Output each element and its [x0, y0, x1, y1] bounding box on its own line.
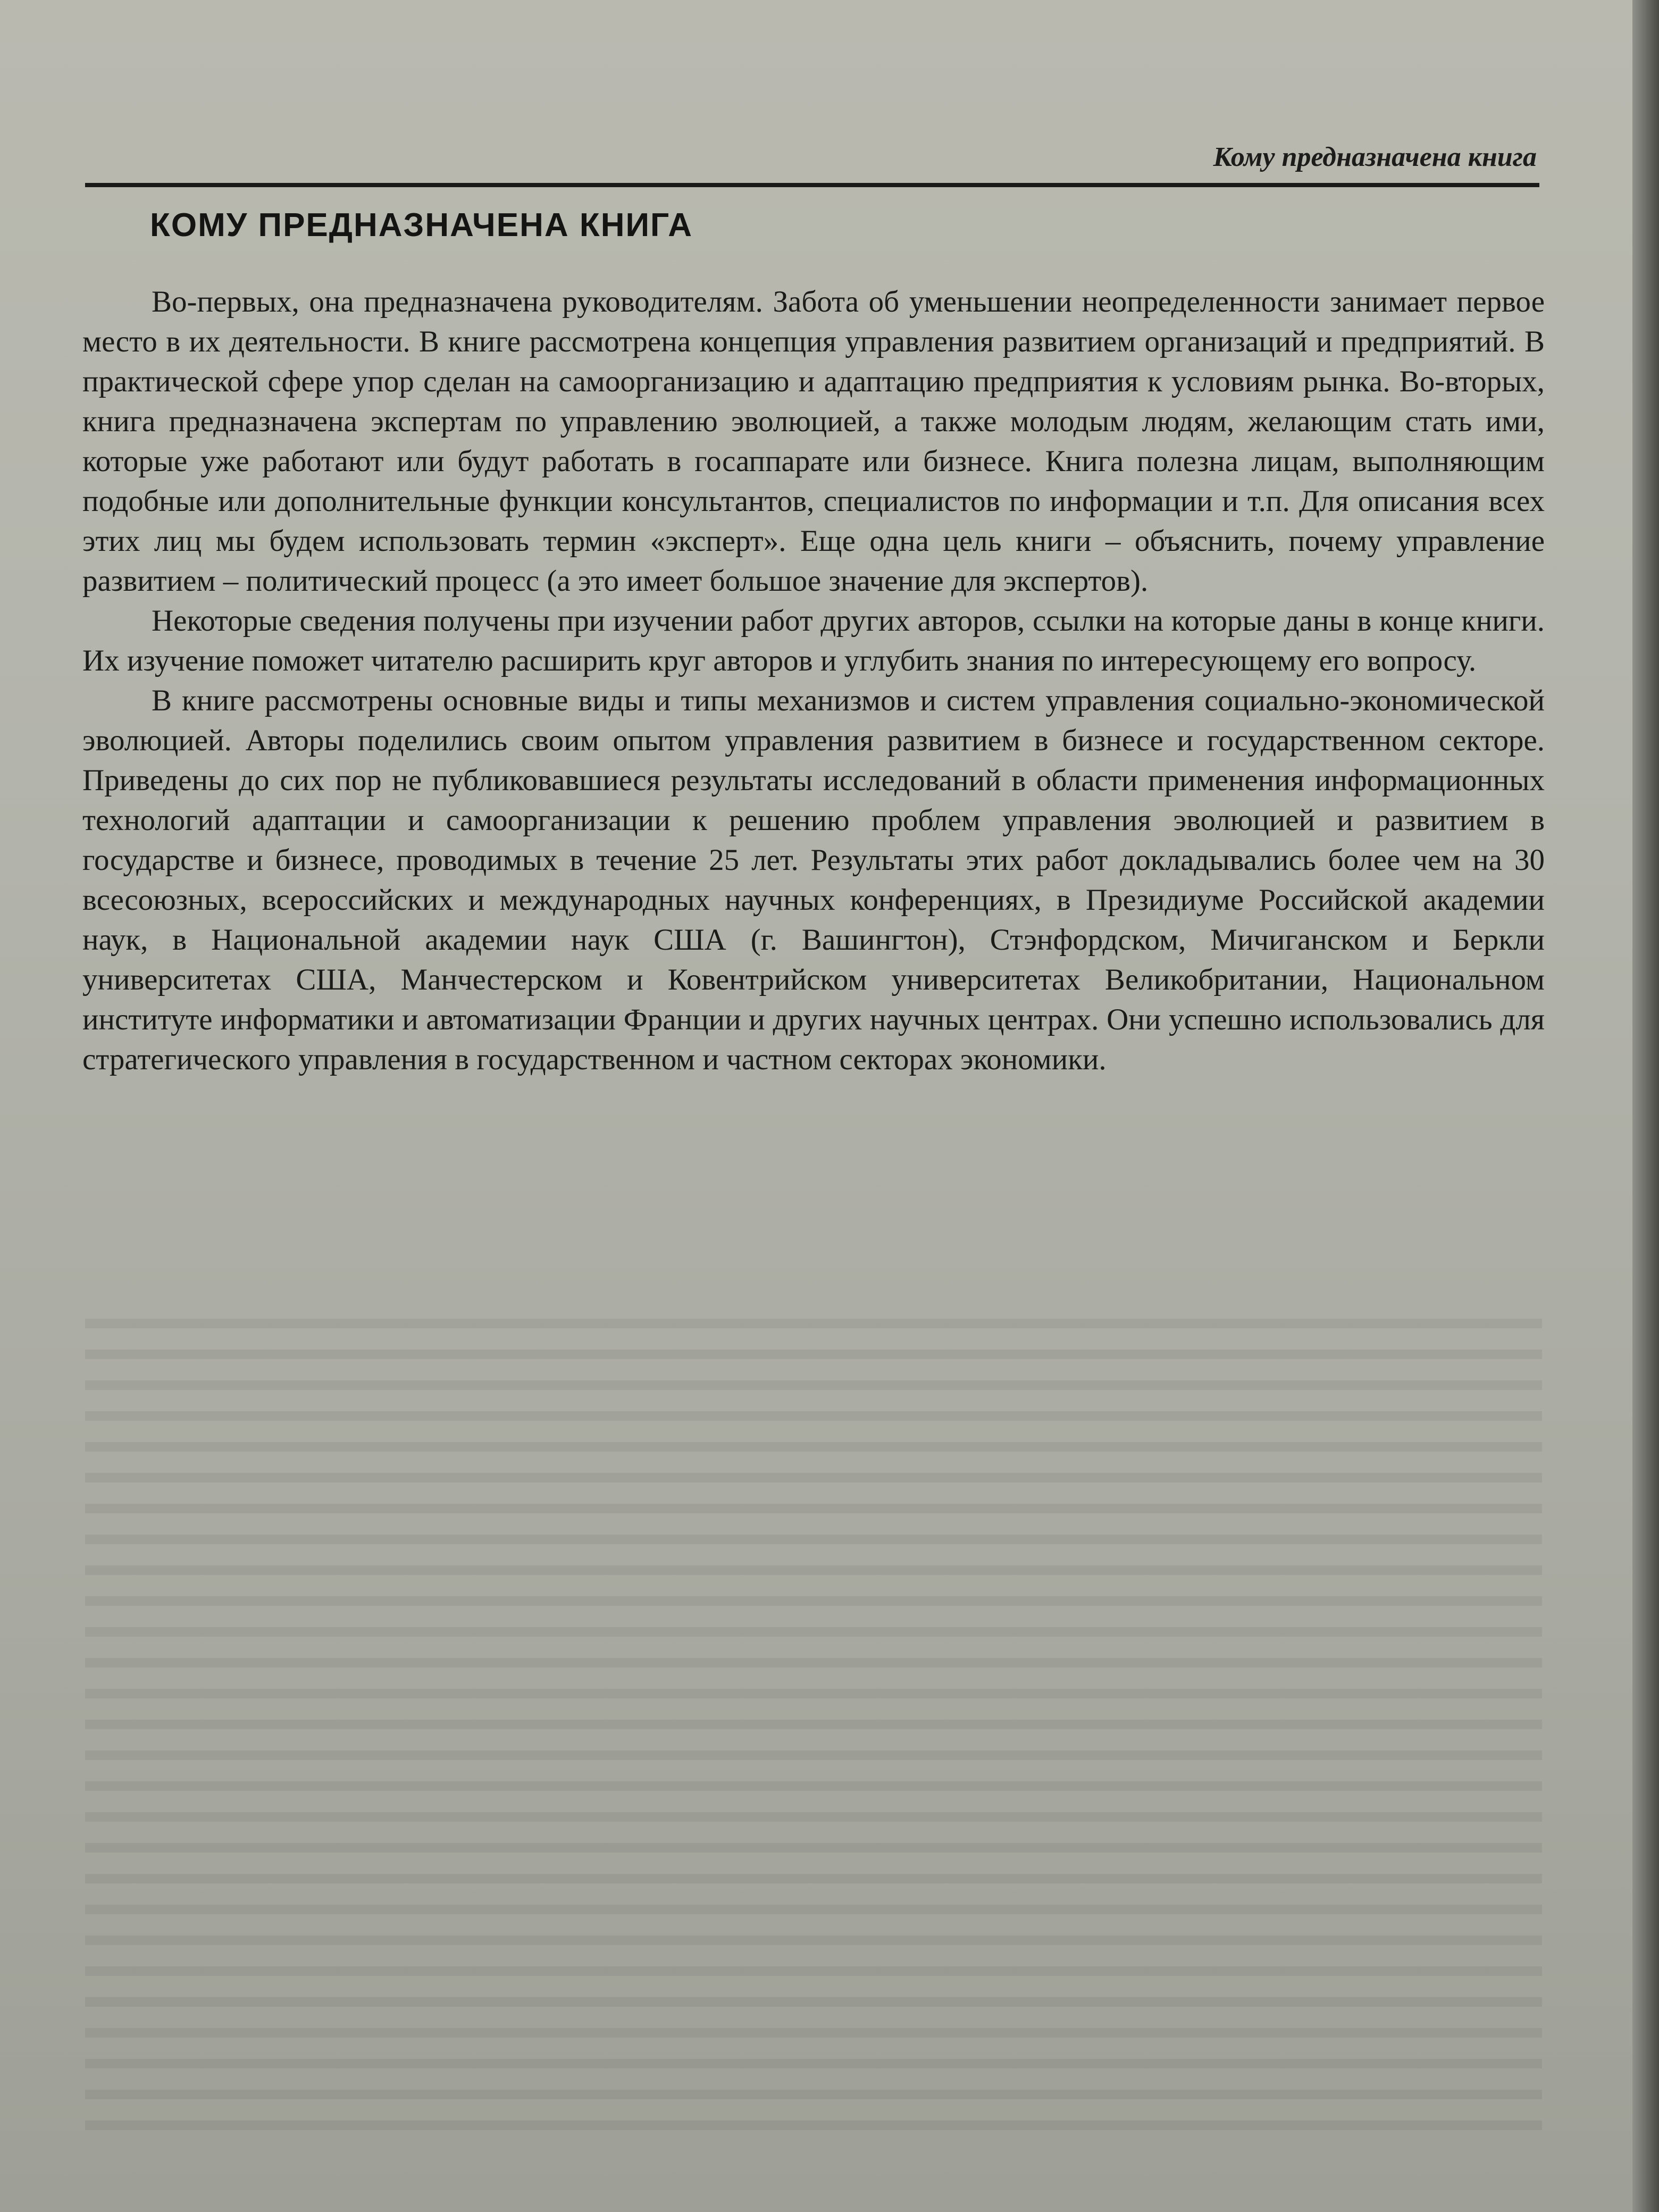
running-head: Кому предназначена книга [1213, 142, 1537, 172]
paragraph-3: В книге рассмотрены основные виды и типы механизмов и систем управления социально-экономической эволюцией. Авторы поделились своим опытом управления развитием в бизнесе и государственном секторе. Приведены до сих пор не публиковавшиеся результаты исследований в области применения информационных технологий адаптации и самоорганизации к решению проблем управления эволюцией и развитием в государстве и бизнесе, проводимых в течение 25 лет. Результаты этих работ докладывались более чем на 30 всесоюзных, всероссийских и международных научных конференциях, в Президиуме Российской академии наук, в Национальной академии наук США (г. Вашингтон), Стэнфордском, Мичиганском и Беркли университетах США, Манчестерском и Ковентрийском университетах Великобритании, Национальном институте информатики и автоматизации Франции и других научных центрах. Они успешно использовались для стратегического управления в государственном и частном секторах экономики. [82, 684, 1545, 1076]
paragraph-2: Некоторые сведения получены при изучении работ других авторов, ссылки на которые даны в конце книги. Их изучение поможет читателю расширить круг авторов и углубить знания по интересующему его вопросу. [82, 604, 1545, 677]
page-edge-shadow [1632, 0, 1659, 2212]
section-title: КОМУ ПРЕДНАЗНАЧЕНА КНИГА [150, 207, 693, 244]
show-through-texture [85, 1297, 1542, 2148]
paragraph-1: Во-первых, она предназначена руководителям. Забота об уменьшении неопределенности занимает первое место в их деятельности. В книге рассмотрена концепция управления развитием организаций и предприятий. В практической сфере упор сделан на самоорганизацию и адаптацию предприятия к условиям рынка. Во-вторых, книга предназначена экспертам по управлению эволюцией, а также молодым людям, желающим стать ими, которые уже работают или будут работать в госаппарате или бизнесе. Книга полезна лицам, выполняющим подобные или дополнительные функции консультантов, специалистов по информации и т.п. Для описания всех этих лиц мы будем использовать термин «эксперт». Еще одна цель книги – объяснить, почему управление развитием – политический процесс (а это имеет большое значение для экспертов). [82, 285, 1545, 598]
body-text [82, 282, 1545, 1079]
header-rule [85, 183, 1539, 187]
